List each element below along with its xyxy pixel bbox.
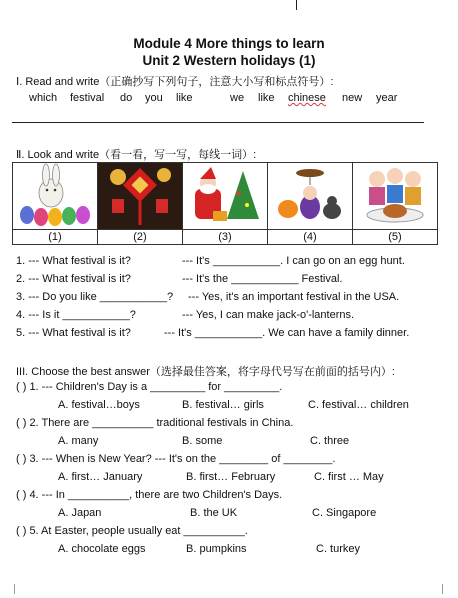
word: year [376, 92, 398, 104]
answer-line [12, 122, 424, 123]
chinese-knot-lanterns-icon [98, 163, 182, 229]
picture-table [12, 162, 438, 245]
mc-option: B. first… February [186, 471, 276, 483]
picture-label: (3) [183, 230, 268, 245]
mc-option: A. Japan [58, 507, 102, 519]
text-cursor [296, 0, 297, 10]
picture-label: (5) [353, 230, 438, 245]
question-text: 2. --- What festival is it? [16, 273, 131, 285]
mc-question: ( ) 2. There are __________ traditional festivals in China. [16, 417, 294, 429]
mc-option: A. chocolate eggs [58, 543, 146, 555]
crop-mark [4, 584, 15, 594]
picture-label: (2) [98, 230, 183, 245]
section1-heading: Ⅰ. Read and write（正确抄写下列句子，注意大小写和标点符号）: [16, 76, 334, 88]
answer-text: --- Yes, I can make jack-o'-lanterns. [182, 309, 355, 321]
mc-option: A. festival…boys [58, 399, 140, 411]
santa-christmas-tree-icon [183, 163, 267, 229]
mc-option: A. many [58, 435, 99, 447]
picture-cell [183, 163, 268, 230]
mc-option: B. some [182, 435, 223, 447]
question-text: 1. --- What festival is it? [16, 255, 131, 267]
word: you [145, 92, 163, 104]
mc-option: B. pumpkins [186, 543, 247, 555]
crop-mark [442, 584, 453, 594]
mc-question: ( ) 4. --- In __________, there are two Children's Days. [16, 489, 283, 501]
question-text: 4. --- Is it ___________? [16, 309, 136, 321]
mc-option: B. festival… girls [182, 399, 264, 411]
word: we [230, 92, 245, 104]
halloween-pumpkins-icon [268, 163, 352, 229]
word-misspelled: chinese [288, 92, 326, 104]
mc-question: ( ) 5. At Easter, people usually eat __________. [16, 525, 248, 537]
mc-option: B. the UK [190, 507, 238, 519]
word: like [258, 92, 275, 104]
word: new [342, 92, 363, 104]
picture-cell [353, 163, 438, 230]
thanksgiving-dinner-icon [353, 163, 437, 229]
mc-option: C. festival… children [308, 399, 409, 411]
picture-cell [98, 163, 183, 230]
picture-label: (4) [268, 230, 353, 245]
section3-heading: III. Choose the best answer（选择最佳答案，将字母代号写在前面的括号内）: [16, 366, 395, 378]
question-text: 5. --- What festival is it? [16, 327, 131, 339]
word: festival [70, 92, 105, 104]
word: do [120, 92, 133, 104]
answer-text: --- It's the ___________ Festival. [182, 273, 343, 285]
picture-label: (1) [13, 230, 98, 245]
section2-heading: Ⅱ. Look and write（看一看，写一写，每线一词）: [16, 149, 257, 161]
mc-option: C. first … May [314, 471, 384, 483]
easter-bunny-eggs-icon [13, 163, 97, 229]
question-text: 3. --- Do you like ___________? [16, 291, 174, 303]
picture-cell [268, 163, 353, 230]
page-title: Module 4 More things to learn [133, 36, 325, 51]
picture-cell [13, 163, 98, 230]
page-subtitle: Unit 2 Western holidays (1) [142, 53, 316, 68]
mc-option: C. turkey [316, 543, 361, 555]
mc-question: ( ) 1. --- Children's Day is a _________ for _________. [16, 381, 283, 393]
word: like [176, 92, 193, 104]
answer-text: --- Yes, it's an important festival in the USA. [188, 291, 400, 303]
word: which [29, 92, 58, 104]
mc-option: C. three [310, 435, 350, 447]
mc-option: C. Singapore [312, 507, 377, 519]
answer-text: --- It's ___________. I can go on an egg hunt. [182, 255, 405, 267]
answer-text: --- It's ___________. We can have a family dinner. [164, 327, 410, 339]
mc-question: ( ) 3. --- When is New Year? --- It's on the ________ of ________. [16, 453, 336, 465]
mc-option: A. first… January [58, 471, 143, 483]
